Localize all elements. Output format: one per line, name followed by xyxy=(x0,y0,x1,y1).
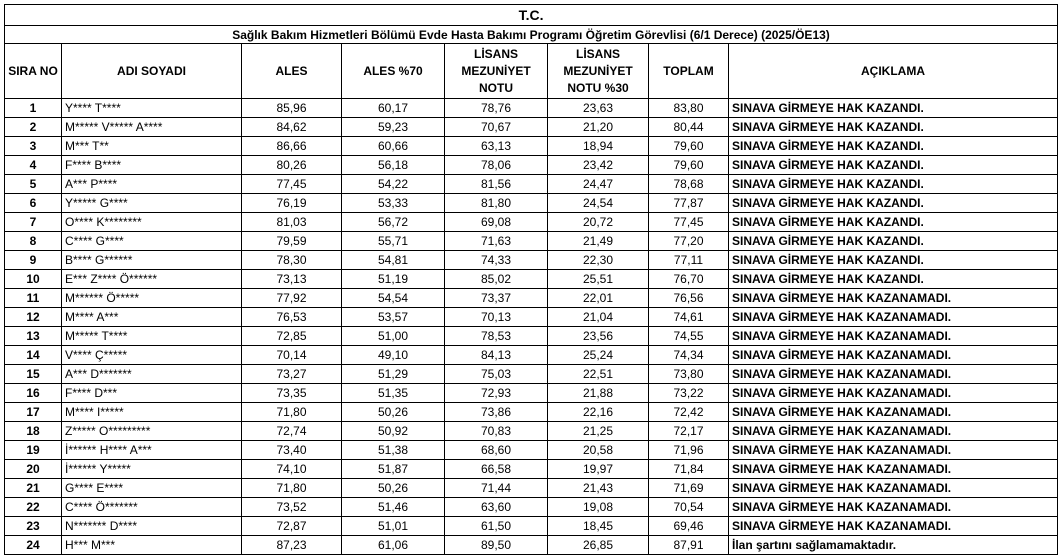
cell-ales70: 50,26 xyxy=(342,403,445,422)
cell-note: İlan şartını sağlamamaktadır. xyxy=(729,536,1058,555)
cell-no: 24 xyxy=(5,536,62,555)
cell-name: V**** Ç***** xyxy=(62,346,242,365)
results-sheet xyxy=(4,4,1057,555)
cell-name: M***** V***** A**** xyxy=(62,118,242,137)
cell-ales70: 59,23 xyxy=(342,118,445,137)
cell-lisans30: 19,97 xyxy=(548,460,649,479)
column-header-lisans30 xyxy=(548,44,649,99)
cell-note: SINAVA GİRMEYE HAK KAZANAMADI. xyxy=(729,479,1058,498)
cell-note: SINAVA GİRMEYE HAK KAZANDI. xyxy=(729,99,1058,118)
cell-ales: 73,40 xyxy=(242,441,342,460)
cell-total: 72,17 xyxy=(649,422,729,441)
cell-ales70: 54,54 xyxy=(342,289,445,308)
table-row xyxy=(5,175,1058,194)
cell-ales70: 50,92 xyxy=(342,422,445,441)
cell-ales: 86,66 xyxy=(242,137,342,156)
cell-name: M***** T**** xyxy=(62,327,242,346)
cell-ales: 70,14 xyxy=(242,346,342,365)
cell-no: 4 xyxy=(5,156,62,175)
column-header-lisans30-line2: MEZUNİYET xyxy=(563,63,633,78)
cell-ales70: 51,87 xyxy=(342,460,445,479)
cell-ales70: 60,66 xyxy=(342,137,445,156)
cell-lisans30: 25,24 xyxy=(548,346,649,365)
cell-name: F**** D*** xyxy=(62,384,242,403)
cell-note: SINAVA GİRMEYE HAK KAZANDI. xyxy=(729,137,1058,156)
cell-lisans30: 20,72 xyxy=(548,213,649,232)
column-header-lisans xyxy=(445,44,548,99)
table-row xyxy=(5,118,1058,137)
column-header-lisans-line3: NOTU xyxy=(479,80,513,95)
cell-note: SINAVA GİRMEYE HAK KAZANDI. xyxy=(729,270,1058,289)
cell-name: Y**** T**** xyxy=(62,99,242,118)
column-header-name: ADI SOYADI xyxy=(62,44,242,99)
cell-lisans30: 25,51 xyxy=(548,270,649,289)
cell-no: 3 xyxy=(5,137,62,156)
cell-lisans: 63,60 xyxy=(445,498,548,517)
cell-total: 79,60 xyxy=(649,137,729,156)
cell-lisans: 72,93 xyxy=(445,384,548,403)
cell-note: SINAVA GİRMEYE HAK KAZANDI. xyxy=(729,118,1058,137)
table-row xyxy=(5,517,1058,536)
cell-ales70: 51,35 xyxy=(342,384,445,403)
cell-note: SINAVA GİRMEYE HAK KAZANAMADI. xyxy=(729,308,1058,327)
cell-name: M*** T** xyxy=(62,137,242,156)
cell-ales70: 56,72 xyxy=(342,213,445,232)
cell-no: 8 xyxy=(5,232,62,251)
cell-ales: 76,19 xyxy=(242,194,342,213)
cell-note: SINAVA GİRMEYE HAK KAZANAMADI. xyxy=(729,441,1058,460)
cell-lisans: 66,58 xyxy=(445,460,548,479)
cell-lisans30: 23,63 xyxy=(548,99,649,118)
cell-ales: 79,59 xyxy=(242,232,342,251)
cell-lisans: 78,76 xyxy=(445,99,548,118)
cell-no: 21 xyxy=(5,479,62,498)
cell-total: 73,22 xyxy=(649,384,729,403)
cell-lisans30: 22,16 xyxy=(548,403,649,422)
cell-lisans: 81,56 xyxy=(445,175,548,194)
cell-lisans: 70,13 xyxy=(445,308,548,327)
cell-no: 14 xyxy=(5,346,62,365)
cell-lisans: 73,86 xyxy=(445,403,548,422)
cell-total: 76,56 xyxy=(649,289,729,308)
cell-ales70: 61,06 xyxy=(342,536,445,555)
cell-note: SINAVA GİRMEYE HAK KAZANDI. xyxy=(729,251,1058,270)
cell-total: 79,60 xyxy=(649,156,729,175)
cell-note: SINAVA GİRMEYE HAK KAZANAMADI. xyxy=(729,346,1058,365)
cell-name: B**** G****** xyxy=(62,251,242,270)
cell-ales: 77,92 xyxy=(242,289,342,308)
cell-name: Y***** G**** xyxy=(62,194,242,213)
cell-ales: 77,45 xyxy=(242,175,342,194)
cell-no: 23 xyxy=(5,517,62,536)
cell-total: 71,96 xyxy=(649,441,729,460)
table-row xyxy=(5,403,1058,422)
cell-total: 72,42 xyxy=(649,403,729,422)
cell-lisans: 69,08 xyxy=(445,213,548,232)
cell-lisans: 75,03 xyxy=(445,365,548,384)
table-row xyxy=(5,346,1058,365)
cell-note: SINAVA GİRMEYE HAK KAZANAMADI. xyxy=(729,365,1058,384)
cell-ales70: 54,22 xyxy=(342,175,445,194)
cell-note: SINAVA GİRMEYE HAK KAZANAMADI. xyxy=(729,460,1058,479)
cell-no: 15 xyxy=(5,365,62,384)
cell-lisans30: 23,56 xyxy=(548,327,649,346)
column-header-lisans30-line3: NOTU %30 xyxy=(567,80,629,95)
table-row xyxy=(5,213,1058,232)
cell-total: 78,68 xyxy=(649,175,729,194)
cell-total: 70,54 xyxy=(649,498,729,517)
cell-name: M**** I***** xyxy=(62,403,242,422)
document-subtitle: Sağlık Bakım Hizmetleri Bölümü Evde Hasta Bakımı Programı Öğretim Görevlisi (6/1 Derece) (2025/ÖE13) xyxy=(5,26,1058,44)
cell-lisans: 89,50 xyxy=(445,536,548,555)
cell-lisans30: 22,01 xyxy=(548,289,649,308)
table-row xyxy=(5,479,1058,498)
column-header-ales: ALES xyxy=(242,44,342,99)
cell-name: H*** M*** xyxy=(62,536,242,555)
cell-ales: 85,96 xyxy=(242,99,342,118)
cell-lisans: 71,63 xyxy=(445,232,548,251)
cell-total: 77,20 xyxy=(649,232,729,251)
cell-total: 83,80 xyxy=(649,99,729,118)
cell-lisans30: 20,58 xyxy=(548,441,649,460)
table-row xyxy=(5,270,1058,289)
cell-no: 9 xyxy=(5,251,62,270)
table-row xyxy=(5,327,1058,346)
cell-name: E*** Z**** Ö****** xyxy=(62,270,242,289)
table-row xyxy=(5,232,1058,251)
cell-no: 1 xyxy=(5,99,62,118)
cell-ales: 71,80 xyxy=(242,403,342,422)
cell-name: İ****** Y***** xyxy=(62,460,242,479)
cell-name: A*** D******* xyxy=(62,365,242,384)
cell-ales: 73,35 xyxy=(242,384,342,403)
cell-note: SINAVA GİRMEYE HAK KAZANAMADI. xyxy=(729,422,1058,441)
cell-ales: 73,13 xyxy=(242,270,342,289)
table-row xyxy=(5,441,1058,460)
column-header-total: TOPLAM xyxy=(649,44,729,99)
cell-total: 87,91 xyxy=(649,536,729,555)
cell-note: SINAVA GİRMEYE HAK KAZANAMADI. xyxy=(729,517,1058,536)
cell-ales70: 51,00 xyxy=(342,327,445,346)
cell-no: 17 xyxy=(5,403,62,422)
cell-note: SINAVA GİRMEYE HAK KAZANDI. xyxy=(729,232,1058,251)
cell-ales: 72,85 xyxy=(242,327,342,346)
table-row xyxy=(5,422,1058,441)
cell-name: Z***** O********* xyxy=(62,422,242,441)
cell-total: 77,87 xyxy=(649,194,729,213)
cell-note: SINAVA GİRMEYE HAK KAZANAMADI. xyxy=(729,498,1058,517)
cell-name: O**** K******** xyxy=(62,213,242,232)
cell-note: SINAVA GİRMEYE HAK KAZANDI. xyxy=(729,194,1058,213)
cell-lisans30: 23,42 xyxy=(548,156,649,175)
cell-lisans30: 24,54 xyxy=(548,194,649,213)
cell-total: 74,34 xyxy=(649,346,729,365)
cell-ales70: 60,17 xyxy=(342,99,445,118)
cell-total: 74,61 xyxy=(649,308,729,327)
cell-lisans30: 26,85 xyxy=(548,536,649,555)
cell-name: C**** G**** xyxy=(62,232,242,251)
cell-ales70: 51,38 xyxy=(342,441,445,460)
cell-ales: 81,03 xyxy=(242,213,342,232)
cell-total: 74,55 xyxy=(649,327,729,346)
cell-lisans: 61,50 xyxy=(445,517,548,536)
cell-total: 77,45 xyxy=(649,213,729,232)
table-row xyxy=(5,460,1058,479)
cell-lisans: 78,06 xyxy=(445,156,548,175)
column-header-lisans-line1: LİSANS xyxy=(473,46,518,61)
column-header-no: SIRA NO xyxy=(5,44,62,99)
table-row xyxy=(5,384,1058,403)
cell-lisans: 85,02 xyxy=(445,270,548,289)
cell-ales: 73,52 xyxy=(242,498,342,517)
cell-ales: 80,26 xyxy=(242,156,342,175)
cell-no: 12 xyxy=(5,308,62,327)
cell-total: 73,80 xyxy=(649,365,729,384)
cell-ales70: 51,19 xyxy=(342,270,445,289)
cell-lisans30: 18,94 xyxy=(548,137,649,156)
results-rows xyxy=(5,99,1058,555)
table-row xyxy=(5,289,1058,308)
table-row xyxy=(5,308,1058,327)
document-title: T.C. xyxy=(5,5,1058,26)
column-header-lisans-line2: MEZUNİYET xyxy=(461,63,531,78)
cell-note: SINAVA GİRMEYE HAK KAZANAMADI. xyxy=(729,289,1058,308)
cell-ales70: 51,46 xyxy=(342,498,445,517)
cell-note: SINAVA GİRMEYE HAK KAZANDI. xyxy=(729,213,1058,232)
table-row xyxy=(5,156,1058,175)
cell-lisans: 70,67 xyxy=(445,118,548,137)
cell-lisans: 70,83 xyxy=(445,422,548,441)
column-header-ales70: ALES %70 xyxy=(342,44,445,99)
cell-lisans30: 21,49 xyxy=(548,232,649,251)
cell-note: SINAVA GİRMEYE HAK KAZANAMADI. xyxy=(729,384,1058,403)
cell-lisans: 78,53 xyxy=(445,327,548,346)
table-row xyxy=(5,498,1058,517)
cell-lisans30: 21,43 xyxy=(548,479,649,498)
cell-lisans30: 22,30 xyxy=(548,251,649,270)
results-table xyxy=(4,4,1058,555)
cell-ales70: 53,57 xyxy=(342,308,445,327)
table-row xyxy=(5,194,1058,213)
cell-ales: 73,27 xyxy=(242,365,342,384)
cell-lisans30: 21,04 xyxy=(548,308,649,327)
cell-ales: 72,87 xyxy=(242,517,342,536)
cell-ales: 71,80 xyxy=(242,479,342,498)
cell-ales70: 56,18 xyxy=(342,156,445,175)
cell-note: SINAVA GİRMEYE HAK KAZANDI. xyxy=(729,175,1058,194)
cell-lisans: 74,33 xyxy=(445,251,548,270)
cell-lisans30: 21,20 xyxy=(548,118,649,137)
table-row xyxy=(5,251,1058,270)
cell-no: 6 xyxy=(5,194,62,213)
cell-ales: 84,62 xyxy=(242,118,342,137)
table-row xyxy=(5,99,1058,118)
cell-lisans30: 18,45 xyxy=(548,517,649,536)
cell-note: SINAVA GİRMEYE HAK KAZANDI. xyxy=(729,156,1058,175)
cell-no: 18 xyxy=(5,422,62,441)
cell-name: M**** A*** xyxy=(62,308,242,327)
cell-lisans: 81,80 xyxy=(445,194,548,213)
cell-no: 5 xyxy=(5,175,62,194)
cell-ales70: 50,26 xyxy=(342,479,445,498)
cell-no: 19 xyxy=(5,441,62,460)
cell-ales: 76,53 xyxy=(242,308,342,327)
cell-total: 71,69 xyxy=(649,479,729,498)
cell-lisans: 84,13 xyxy=(445,346,548,365)
table-row xyxy=(5,365,1058,384)
cell-ales70: 49,10 xyxy=(342,346,445,365)
cell-note: SINAVA GİRMEYE HAK KAZANAMADI. xyxy=(729,403,1058,422)
cell-lisans30: 21,88 xyxy=(548,384,649,403)
cell-name: A*** P**** xyxy=(62,175,242,194)
cell-name: İ****** H**** A*** xyxy=(62,441,242,460)
cell-no: 13 xyxy=(5,327,62,346)
cell-ales: 72,74 xyxy=(242,422,342,441)
cell-lisans: 71,44 xyxy=(445,479,548,498)
cell-total: 69,46 xyxy=(649,517,729,536)
cell-lisans30: 19,08 xyxy=(548,498,649,517)
cell-ales: 78,30 xyxy=(242,251,342,270)
cell-lisans: 73,37 xyxy=(445,289,548,308)
cell-lisans: 63,13 xyxy=(445,137,548,156)
cell-lisans30: 24,47 xyxy=(548,175,649,194)
cell-total: 71,84 xyxy=(649,460,729,479)
cell-lisans30: 22,51 xyxy=(548,365,649,384)
cell-no: 7 xyxy=(5,213,62,232)
cell-ales70: 51,29 xyxy=(342,365,445,384)
cell-total: 76,70 xyxy=(649,270,729,289)
table-row xyxy=(5,137,1058,156)
cell-name: N******* D**** xyxy=(62,517,242,536)
cell-no: 2 xyxy=(5,118,62,137)
cell-ales: 74,10 xyxy=(242,460,342,479)
cell-ales70: 51,01 xyxy=(342,517,445,536)
cell-lisans: 68,60 xyxy=(445,441,548,460)
cell-note: SINAVA GİRMEYE HAK KAZANAMADI. xyxy=(729,327,1058,346)
cell-total: 80,44 xyxy=(649,118,729,137)
cell-total: 77,11 xyxy=(649,251,729,270)
cell-no: 22 xyxy=(5,498,62,517)
cell-ales70: 55,71 xyxy=(342,232,445,251)
cell-no: 10 xyxy=(5,270,62,289)
cell-ales: 87,23 xyxy=(242,536,342,555)
cell-no: 20 xyxy=(5,460,62,479)
cell-name: C**** Ö******* xyxy=(62,498,242,517)
cell-ales70: 53,33 xyxy=(342,194,445,213)
cell-no: 11 xyxy=(5,289,62,308)
cell-lisans30: 21,25 xyxy=(548,422,649,441)
column-header-lisans30-line1: LİSANS xyxy=(575,46,620,61)
cell-name: M****** Ö***** xyxy=(62,289,242,308)
cell-no: 16 xyxy=(5,384,62,403)
cell-name: F**** B**** xyxy=(62,156,242,175)
column-header-note: AÇIKLAMA xyxy=(729,44,1058,99)
table-row xyxy=(5,536,1058,555)
cell-name: G**** E**** xyxy=(62,479,242,498)
cell-ales70: 54,81 xyxy=(342,251,445,270)
